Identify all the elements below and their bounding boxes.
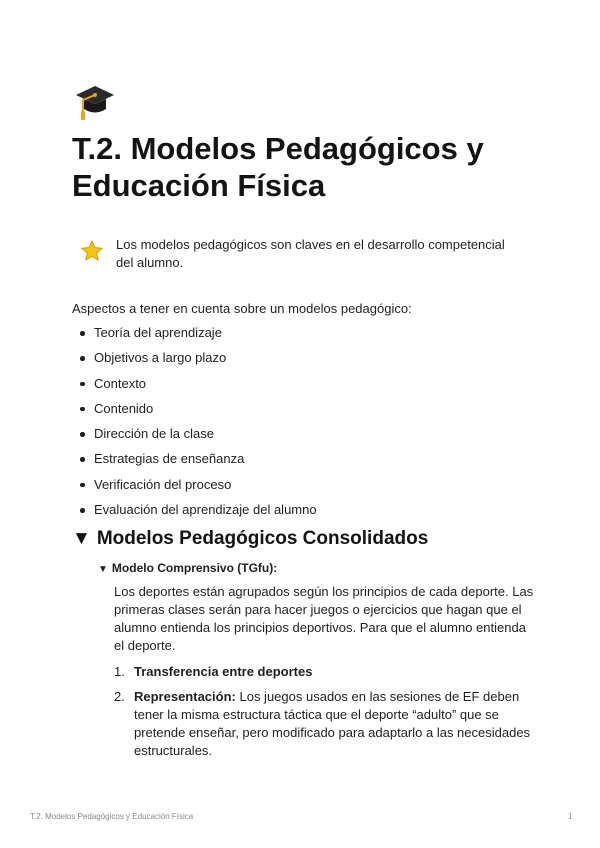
aspects-list [72,324,317,526]
list-item: Teoría del aprendizaje [72,324,317,349]
page-title: T.2. Modelos Pedagógicos y Educación Física [72,131,484,203]
callout [80,236,520,272]
item-description: Los juegos usados en las sesiones de EF deben tener la misma estructura táctica que el deporte “adulto” que se pretende enseñar, pero modificado para adaptarlo a las necesidades estructurales. [134,689,531,758]
list-item: Dirección de la clase [72,425,317,450]
callout-text: Los modelos pedagógicos son claves en el desarrollo competencial del alumno. [116,237,505,270]
item-number: 1. [114,664,125,679]
footer-title: T.2. Modelos Pedagógicos y Educación Física [30,812,194,821]
list-item [114,688,534,760]
item-term: Transferencia entre deportes [134,664,313,679]
graduation-cap-icon [72,80,116,122]
list-item: Evaluación del aprendizaje del alumno [72,501,317,526]
star-icon [80,239,104,263]
item-term: Representación: [134,689,236,704]
intro-text: Aspectos a tener en cuenta sobre un modelos pedagógico: [72,301,412,316]
toggle-triangle-icon[interactable]: ▼ [72,528,91,549]
list-item: Contexto [72,375,317,400]
list-item: Estrategias de enseñanza [72,450,317,475]
numbered-list [114,663,534,767]
section-heading [72,527,428,551]
list-item: Verificación del proceso [72,476,317,501]
list-item: Objetivos a largo plazo [72,349,317,374]
list-item [114,663,534,681]
page-number: 1 [568,812,573,821]
subsection-paragraph: Los deportes están agrupados según los principios de cada deporte. Las primeras clases serán para hacer juegos o ejercicios que hagan que el alumno entienda los principios deportivos. Para que el alumno entienda el deporte. [114,584,534,653]
toggle-triangle-icon[interactable]: ▼ [98,564,108,575]
subsection-heading-text: Modelo Comprensivo (TGfu): [111,561,278,575]
section-heading-text: Modelos Pedagógicos Consolidados [96,528,429,549]
list-item: Contenido [72,400,317,425]
item-number: 2. [114,689,125,704]
subsection-heading [98,560,277,578]
